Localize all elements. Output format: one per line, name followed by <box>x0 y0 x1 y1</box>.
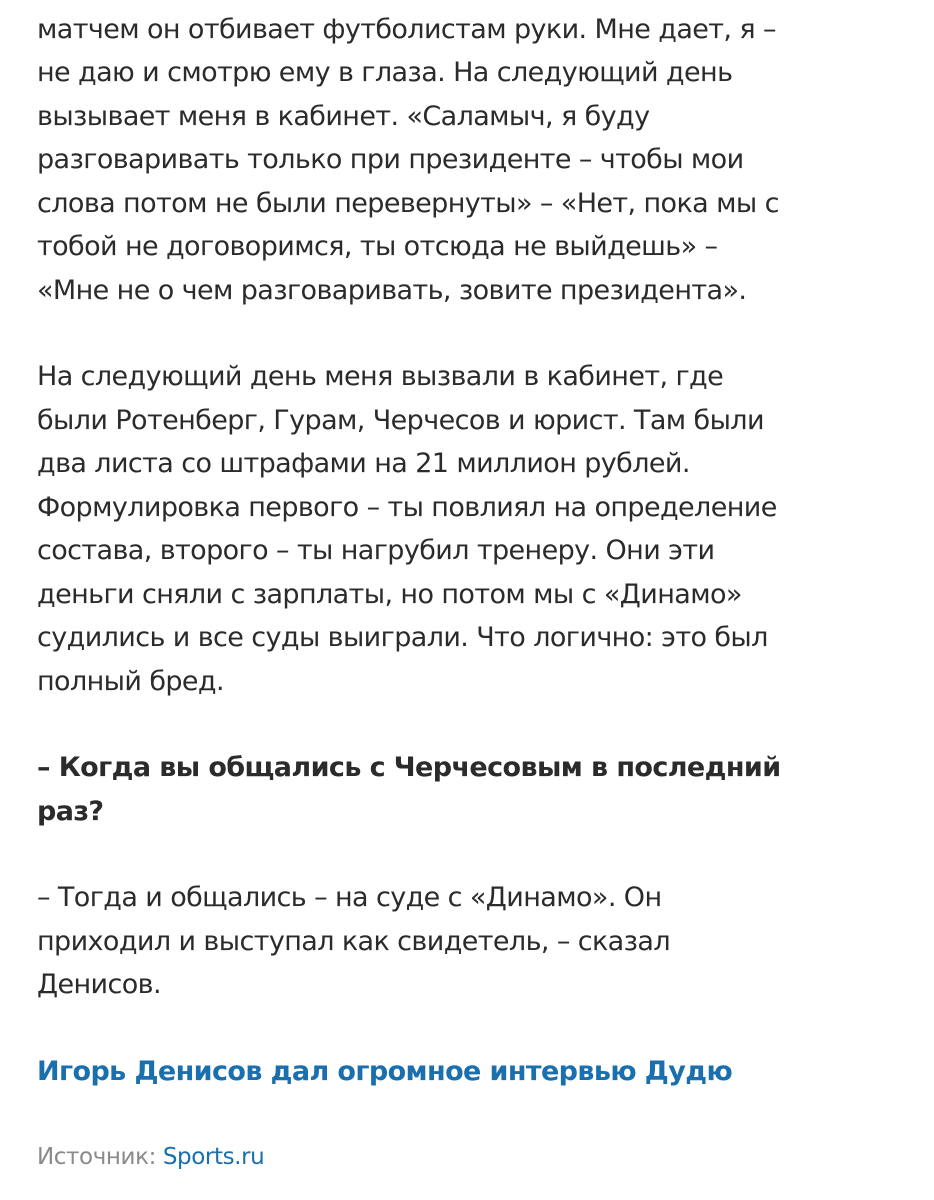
text-line: деньги сняли с зарплаты, но потом мы с «Динамо» <box>37 578 742 610</box>
paragraph-spacer <box>37 312 907 355</box>
paragraph <box>37 355 907 703</box>
interview-question <box>37 746 907 833</box>
related-article-link[interactable]: Игорь Денисов дал огромное интервью Дудю <box>37 1055 733 1087</box>
text-line: – Тогда и общались – на суде с «Динамо». Он <box>37 882 662 913</box>
source-label: Источник: <box>37 1144 163 1170</box>
text-line: матчем он отбивает футболистам руки. Мне дает, я – <box>37 13 776 45</box>
text-line: два листа со штрафами на 21 миллион рублей. <box>37 448 690 479</box>
text-line: Формулировка первого – ты повлиял на определение <box>37 491 777 523</box>
text-line: – Когда вы общались с Черчесовым в последний <box>37 752 781 783</box>
text-line: раз? <box>37 795 104 827</box>
text-line: слова потом не были перевернуты» – «Нет, пока мы с <box>37 187 779 219</box>
paragraph-spacer <box>37 703 907 746</box>
text-line: не даю и смотрю ему в глаза. На следующий день <box>37 57 733 88</box>
source-credit <box>37 1136 907 1179</box>
text-line: судились и все суды выиграли. Что логично: это был <box>37 622 768 653</box>
paragraph-spacer <box>37 833 907 876</box>
text-line: Денисов. <box>37 969 161 1000</box>
text-line: были Ротенберг, Гурам, Черчесов и юрист. Там были <box>37 404 764 436</box>
paragraph-spacer <box>37 1093 907 1136</box>
paragraph-spacer <box>37 1007 907 1050</box>
text-line <box>37 0 907 8</box>
article-body <box>37 0 907 1179</box>
text-line: На следующий день меня вызвали в кабинет, где <box>37 361 724 392</box>
text-line: состава, второго – ты нагрубил тренеру. Они эти <box>37 535 715 566</box>
text-line: полный бред. <box>37 665 224 697</box>
source-link[interactable]: Sports.ru <box>162 1144 265 1170</box>
paragraph <box>37 0 907 312</box>
text-line: «Мне не о чем разговаривать, зовите президента». <box>37 274 747 306</box>
text-line: приходил и выступал как свидетель, – сказал <box>37 925 670 957</box>
text-line: тобой не договоримся, ты отсюда не выйдешь» – <box>37 231 718 262</box>
text-line: вызывает меня в кабинет. «Саламыч, я буду <box>37 100 650 132</box>
text-line: разговаривать только при президенте – чтобы мои <box>37 144 744 175</box>
interview-answer <box>37 876 907 1007</box>
